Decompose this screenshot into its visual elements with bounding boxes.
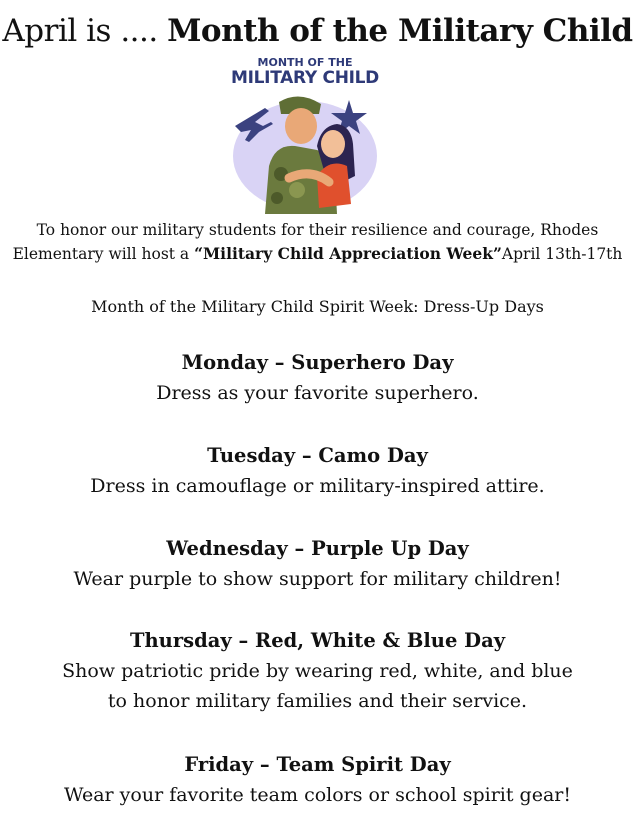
day-description: Show patriotic pride by wearing red, white, and blue: [62, 660, 573, 682]
event-name: “Military Child Appreciation Week”: [194, 244, 502, 263]
event-dates: April 13th-17th: [501, 245, 623, 263]
title-prefix: April is ....: [2, 13, 168, 49]
day-title: Wednesday – Purple Up Day: [166, 537, 469, 560]
day-block-monday: [0, 348, 635, 408]
day-description: Dress as your favorite superhero.: [156, 382, 479, 404]
day-title: Thursday – Red, White & Blue Day: [129, 629, 506, 652]
day-description: Wear your favorite team colors or school spirit gear!: [63, 784, 571, 806]
day-block-tuesday: [0, 441, 635, 501]
military-child-logo: [225, 54, 385, 214]
soldier-hugging-child-illustration: [225, 86, 385, 214]
intro-line-2-prefix: Elementary will host a: [12, 245, 195, 263]
day-block-thursday: [0, 626, 635, 716]
day-description: Wear purple to show support for military children!: [73, 568, 562, 590]
day-description: to honor military families and their service.: [107, 690, 528, 712]
day-title: Friday – Team Spirit Day: [184, 753, 451, 776]
day-description: Dress in camouflage or military-inspired attire.: [90, 475, 545, 497]
spirit-week-heading: Month of the Military Child Spirit Week: Dress-Up Days: [91, 297, 544, 316]
day-title: Tuesday – Camo Day: [207, 444, 428, 467]
intro-line-2: [0, 242, 635, 266]
logo-line-1: MONTH OF THE: [257, 56, 353, 69]
day-title: Monday – Superhero Day: [181, 351, 454, 374]
title-main: Month of the Military Child: [167, 13, 633, 49]
logo-line-2: MILITARY CHILD: [231, 68, 379, 88]
day-block-friday: [0, 750, 635, 810]
intro-line-1: To honor our military students for their resilience and courage, Rhodes: [36, 221, 599, 239]
page-title: [0, 12, 635, 50]
day-block-wednesday: [0, 534, 635, 594]
intro-paragraph: [0, 218, 635, 266]
